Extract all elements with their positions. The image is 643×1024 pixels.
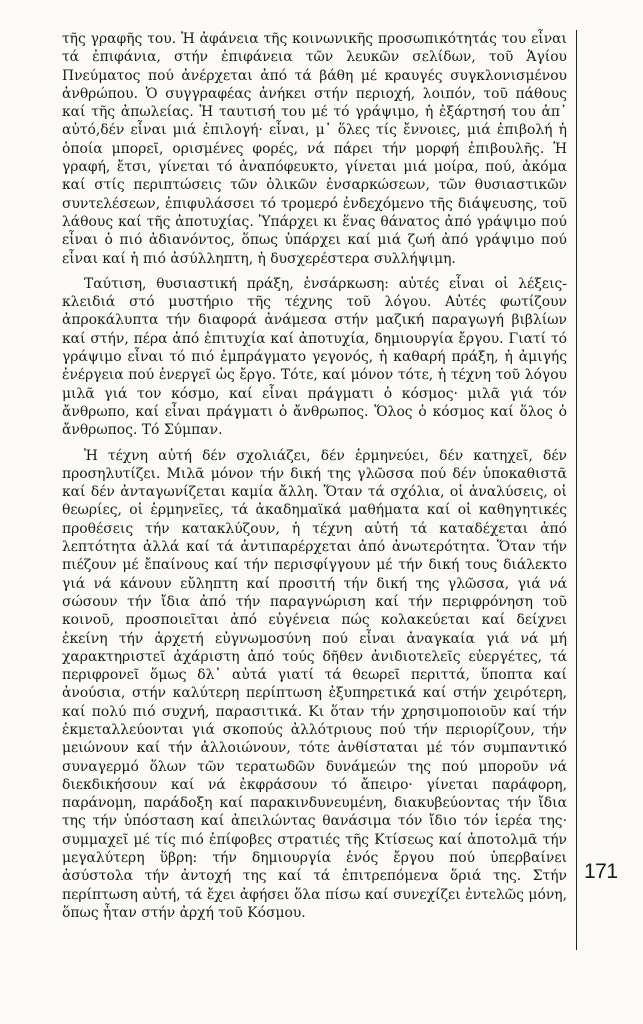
paragraph-2: Ταύτιση, θυσιαστική πράξη, ἐνσάρκωση: αὐτές εἶναι οἱ λέξεις-κλειδιά στό μυστήριο τῆς τέχνης τοῦ λόγου. Αὐτές φωτίζουν ἀπροκάλυπτα τήν διαφορά ἀνάμεσα στήν μαζική παραγωγή βιβλίων καί στήν, πέρα ἀπό ἐπιτυχία καί ἀποτυχία, δημιουργία ἔργου. Γιατί τό γράψιμο εἶναι τό πιό ἐμπράγματο γεγονός, ἡ καθαρή πράξη, ἡ ἀμιγής ἐνέργεια πού ἐνεργεῖ ὡς ἔργο. Τότε, καί μόνον τότε, ἡ τέχνη τοῦ λόγου μιλᾶ γιά τον κόσμο, καί εἶναι πράγματι ὁ κόσμος· μιλᾶ γιά τόν ἄνθρωπο, καί εἶναι πράγματι ὁ ἄνθρωπος. Ὅλος ὁ κόσμος καί ὅλος ὁ ἄνθρωπος. Τό Σύμπαν.	[62, 275, 567, 439]
page-number: 171	[584, 860, 618, 883]
margin-rule	[576, 30, 577, 950]
paragraph-3: Ἡ τέχνη αὐτή δέν σχολιάζει, δέν ἑρμηνεύει, δέν κατηχεῖ, δέν προσηλυτίζει. Μιλᾶ μόνον τήν δική της γλῶσσα πού δέν ὑποκαθιστᾶ καί δέν ἀνταγωνίζεται καμία ἄλλη. Ὅταν τά σχόλια, οἱ ἀναλύσεις, οἱ θεωρίες, οἱ ἑρμηνεῖες, τά ἀκαδημαϊκά μαθήματα καί οἱ καθηγητικές προθέσεις τήν κατακλύζουν, ἡ τέχνη αὐτή τά καταδέχεται ἀπό λεπτότητα ἀλλά καί τά ἀντιπαρέρχεται ἀπό ἀνωτερότητα. Ὅταν τήν πιέζουν μέ ἔπαίνους καί τήν περισφίγγουν μέ τήν δική τους διάλεκτο γιά νά κάνουν εὔληπτη καί προσιτή τήν δική της γλῶσσα, γιά νά σώσουν τήν ἴδια ἀπό τήν παραγνώριση καί τήν περιφρόνηση τοῦ κοινοῦ, προσποιεῖται ἀπό εὐγένεια πώς κολακεύεται καί δείχνει ἐκείνη τήν ἀρχετή εὐγνωμοσύνη πού εἶναι ἀναγκαία γιά νά μή χαρακτηριστεῖ ἀχάριστη ἀπό τούς δῆθεν ἀνιδιοτελεῖς εὐεργέτες, τά περιφρονεῖ ὅμως δλ᾽ αὐτά γιατί τά θεωρεῖ περιττά, ὕποπτα καί ἀνούσια, στήν καλύτερη περίπτωση ἐξυπηρετικά καί στήν χειρότερη, καί πολύ πιό συχνή, παρασιτικά. Κι ὅταν τήν χρησιμοποιοῦν καί τήν ἐκμεταλλεύονται γιά σκοπούς ἀλλότριους πού τήν περιορίζουν, τήν μειώνουν καί τήν ἀλλοιώνουν, τότε ἀνθίσταται μέ τόν συμπαντικό συναγερμό ὅλων τῶν τερατωδῶν δυνάμεών της πού μποροῦν νά διεκδικήσουν καί νά ἐκφράσουν τό ἄπειρο· γίνεται παράφορη, παράνομη, παράδοξη καί παρακινδυνευμένη, διακυβεύοντας τήν ἴδια της τήν ὑπόσταση καί ἀπειλώντας θανάσιμα τόν ἴδιο τόν ἱερέα της· συμμαχεῖ μέ τίς πιό ἐπίφοβες στρατιές τῆς Κτίσεως καί ἀποτολμᾶ τήν μεγαλύτερη ὕβρη: τήν δημιουργία ἑνός ἔργου πού ὑπερβαίνει ἀσύστολα τήν ἀντοχή της καί τά ἐπιτρεπόμενα ὅριά της. Στήν περίπτωση αὐτή, τά ἔχει ἀφήσει ὅλα πίσω καί συνεχίζει ἐντελῶς μόνη, ὅπως ἦταν στήν ἀρχή τοῦ Κόσμου.	[62, 447, 567, 921]
body-text	[62, 30, 567, 922]
paragraph-continued: τῆς γραφῆς του. Ἡ ἀφάνεια τῆς κοινωνικῆς προσωπικότητάς του εἶναι τά ἐπιφάνια, στήν ἐπιφάνεια τῶν λευκῶν σελίδων, τοῦ Ἁγίου Πνεύματος πού ἀνέρχεται ἀπό τά βάθη μέ κραυγές συγκλονισμένου ἀνθρώπου. Ὁ συγγραφέας ἀνήκει στήν περιοχή, λοιπόν, τοῦ πάθους καί τῆς ἀπωλείας. Ἡ ταυτισή του μέ τό γράψιμο, ἡ ἐξάρτησή του ἀπ᾽ αὐτό,δέν εἶναι μιά ἐπιλογή· εἶναι, μ᾽ ὅλες τίς ἔννοιες, μιά ἐπιβολή ἡ ὁποία μπορεῖ, ορισμένες φορές, νά πάρει τήν μορφή ἐπιβουλῆς. Ἡ γραφή, ἔτσι, γίνεται τό ἀναπόφευκτο, γίνεται μιά μοίρα, πού, ἀκόμα καί στίς περιπτώσεις τῶν ὁλικῶν ἐνσαρκώσεων, τῶν θυσιαστικῶν συντελέσεων, ἐπιφυλάσσει τό τρομερό ἐνδεχόμενο τῆς διάψευσης, τοῦ λάθους καί τῆς ἀποτυχίας. Ὑπάρχει κι ἕνας θάνατος ἀπό γράψιμο πού εἶναι ὁ πιό ἀδιανόντος, ὅπως ὑπάρχει καί μιά ζωή ἀπό γράψιμο πού εἶναι καί ἡ πιό ἀσύλληπτη, ἡ δυσχερέστερα συλλήψιμη.	[62, 31, 567, 267]
